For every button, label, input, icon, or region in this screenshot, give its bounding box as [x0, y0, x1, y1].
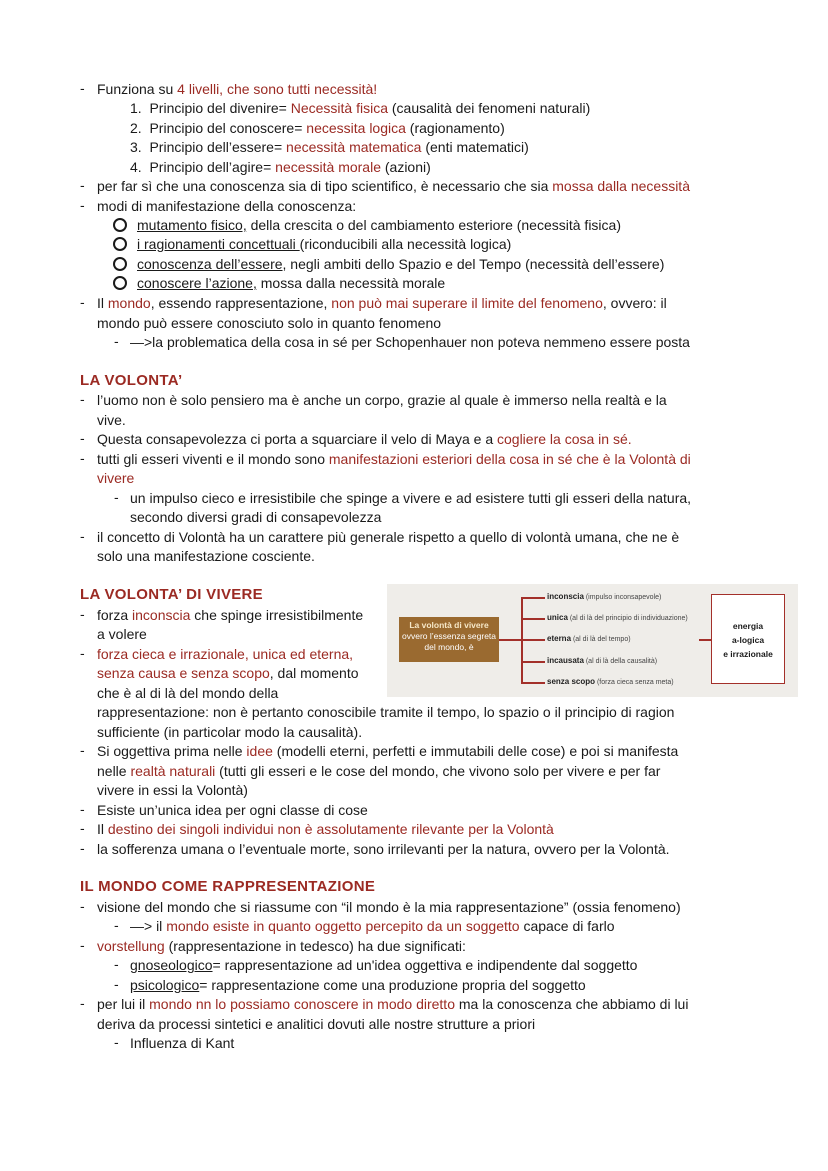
s2-line-5b: solo una manifestazione cosciente.: [97, 548, 315, 564]
s3-line-3: Si oggettiva prima nelle idee (modelli eterni, perfetti e immutabili delle cose) e poi si manifesta: [97, 743, 679, 759]
bullet-dash: -: [80, 937, 85, 953]
diagram-item: unica (al di là del principio di individuazione): [547, 613, 688, 622]
s3-line-2: forza cieca e irrazionale, unica ed eterna,: [97, 646, 354, 662]
bullet-dash: -: [80, 450, 85, 466]
list-item: conoscere l’azione, mossa dalla necessità morale: [137, 275, 446, 291]
circle-bullet-icon: [113, 237, 127, 251]
section-heading: IL MONDO COME RAPPRESENTAZIONE: [80, 878, 376, 895]
s3-line-1d: a volere: [97, 626, 147, 642]
bullet-dash: -: [80, 995, 85, 1011]
s1-line-scientific: per far sì che una conoscenza sia di tipo scientifico, è necessario che sia mossa dalla necessità: [97, 178, 690, 194]
s3-line-3g: vivere in essi la Volontà): [97, 782, 248, 798]
s1-line-world-cont: mondo può essere conosciuto solo in quanto fenomeno: [97, 315, 442, 331]
bullet-dash: -: [80, 80, 85, 96]
s2-line-1b: vive.: [97, 412, 126, 428]
s4-line-3: vorstellung (rappresentazione in tedesco) ha due significati:: [97, 938, 466, 954]
list-item: i ragionamenti concettuali (riconducibili alla necessità logica): [137, 236, 512, 252]
s2-line-4: un impulso cieco e irresistibile che spinge a vivere e ad esistere tutti gli esseri della natura,: [130, 490, 692, 506]
s2-line-1: l’uomo non è solo pensiero ma è anche un corpo, grazie al quale è immerso nella realtà e la: [97, 392, 667, 408]
bullet-dash: -: [114, 489, 119, 505]
s4-line-4: gnoseologico= rappresentazione ad un'idea oggettiva e indipendente dal soggetto: [130, 957, 638, 973]
diagram-item: inconscia (impulso inconsapevole): [547, 592, 662, 601]
bullet-dash: -: [114, 976, 119, 992]
s2-line-2: Questa consapevolezza ci porta a squarciare il velo di Maya e a cogliere la cosa in sé.: [97, 431, 632, 447]
bullet-dash: -: [80, 391, 85, 407]
circle-bullet-icon: [113, 257, 127, 271]
bullet-dash: -: [80, 197, 85, 213]
bullet-dash: -: [80, 820, 85, 836]
s1-line-modes: modi di manifestazione della conoscenza:: [97, 198, 357, 214]
s3-line-6: la sofferenza umana o l’eventuale morte, sono irrilevanti per la natura, ovvero per la Volontà.: [97, 841, 670, 857]
bullet-dash: -: [80, 840, 85, 856]
section-heading: LA VOLONTA’ DI VIVERE: [80, 586, 263, 603]
bullet-dash: -: [80, 645, 85, 661]
circle-bullet-icon: [113, 218, 127, 232]
bullet-dash: -: [80, 898, 85, 914]
diagram-item: senza scopo (forza cieca senza meta): [547, 677, 674, 686]
bullet-dash: -: [80, 801, 85, 817]
diagram-core-box: La volontà di vivere ovvero l’essenza segreta del mondo, è: [399, 617, 499, 662]
s2-line-4b: secondo diversi gradi di consapevolezza: [130, 509, 382, 525]
diagram-result-box: energia a-logica e irrazionale: [711, 594, 785, 684]
s2-line-3: tutti gli esseri viventi e il mondo sono manifestazioni esteriori della cosa in sé che è la Volontà di: [97, 451, 691, 467]
list-item: 1. Principio del divenire= Necessità fisica (causalità dei fenomeni naturali): [130, 100, 591, 116]
volonta-diagram: [387, 584, 798, 697]
bullet-dash: -: [114, 956, 119, 972]
s3-line-2e: rappresentazione: non è pertanto conoscibile tramite il tempo, lo spazio o il principio di ragion: [97, 704, 675, 720]
s1-line-levels: Funziona su 4 livelli, che sono tutti necessità!: [97, 81, 378, 97]
s1-line-world: Il mondo, essendo rappresentazione, non può mai superare il limite del fenomeno, ovvero: il: [97, 295, 667, 311]
bullet-dash: -: [80, 606, 85, 622]
list-item: conoscenza dell’essere, negli ambiti dello Spazio e del Tempo (necessità dell’essere): [137, 256, 665, 272]
bullet-dash: -: [80, 742, 85, 758]
s4-line-5: psicologico= rappresentazione come una produzione propria del soggetto: [130, 977, 586, 993]
s3-line-2f: sufficiente (in particolar modo la causalità).: [97, 724, 363, 740]
s2-line-5: il concetto di Volontà ha un carattere più generale rispetto a quello di volontà umana, che ne è: [97, 529, 680, 545]
s3-line-4: Esiste un’unica idea per ogni classe di cose: [97, 802, 368, 818]
s4-line-2: —> il mondo esiste in quanto oggetto percepito da un soggetto capace di farlo: [130, 918, 615, 934]
bullet-dash: -: [114, 333, 119, 349]
s3-line-1: forza inconscia che spinge irresistibilmente: [97, 607, 364, 623]
bullet-dash: -: [114, 917, 119, 933]
list-item: mutamento fisico, della crescita o del cambiamento esteriore (necessità fisica): [137, 217, 621, 233]
s3-line-5: Il destino dei singoli individui non è assolutamente rilevante per la Volontà: [97, 821, 554, 837]
bullet-dash: -: [80, 294, 85, 310]
s3-line-2d: che è al di là del mondo della: [97, 685, 279, 701]
bullet-dash: -: [80, 528, 85, 544]
s3-line-3d: nelle realtà naturali (tutti gli esseri e le cose del mondo, che vivono solo per vivere e per far: [97, 763, 661, 779]
s2-line-3c: vivere: [97, 470, 135, 486]
list-item: 2. Principio del conoscere= necessita logica (ragionamento): [130, 120, 505, 136]
bullet-dash: -: [80, 177, 85, 193]
bullet-dash: -: [114, 1034, 119, 1050]
s3-line-2b: senza causa e senza scopo, dal momento: [97, 665, 359, 681]
s4-line-8: Influenza di Kant: [130, 1035, 235, 1051]
list-item: 4. Principio dell’agire= necessità morale (azioni): [130, 159, 431, 175]
diagram-item: incausata (al di là della causalità): [547, 656, 658, 665]
s1-line-problem: —>la problematica della cosa in sé per Schopenhauer non poteva nemmeno essere posta: [130, 334, 690, 350]
s4-line-6: per lui il mondo nn lo possiamo conoscere in modo diretto ma la conoscenza che abbiamo di lui: [97, 996, 689, 1012]
bullet-dash: -: [80, 430, 85, 446]
diagram-item: eterna (al di là del tempo): [547, 634, 631, 643]
circle-bullet-icon: [113, 276, 127, 290]
s4-line-1: visione del mondo che si riassume con “il mondo è la mia rappresentazione” (ossia fenomeno): [97, 899, 681, 915]
s4-line-7: deriva da processi sintetici e analitici dovuti alle nostre strutture a priori: [97, 1016, 536, 1032]
section-heading: LA VOLONTA’: [80, 372, 183, 389]
list-item: 3. Principio dell’essere= necessità matematica (enti matematici): [130, 139, 529, 155]
